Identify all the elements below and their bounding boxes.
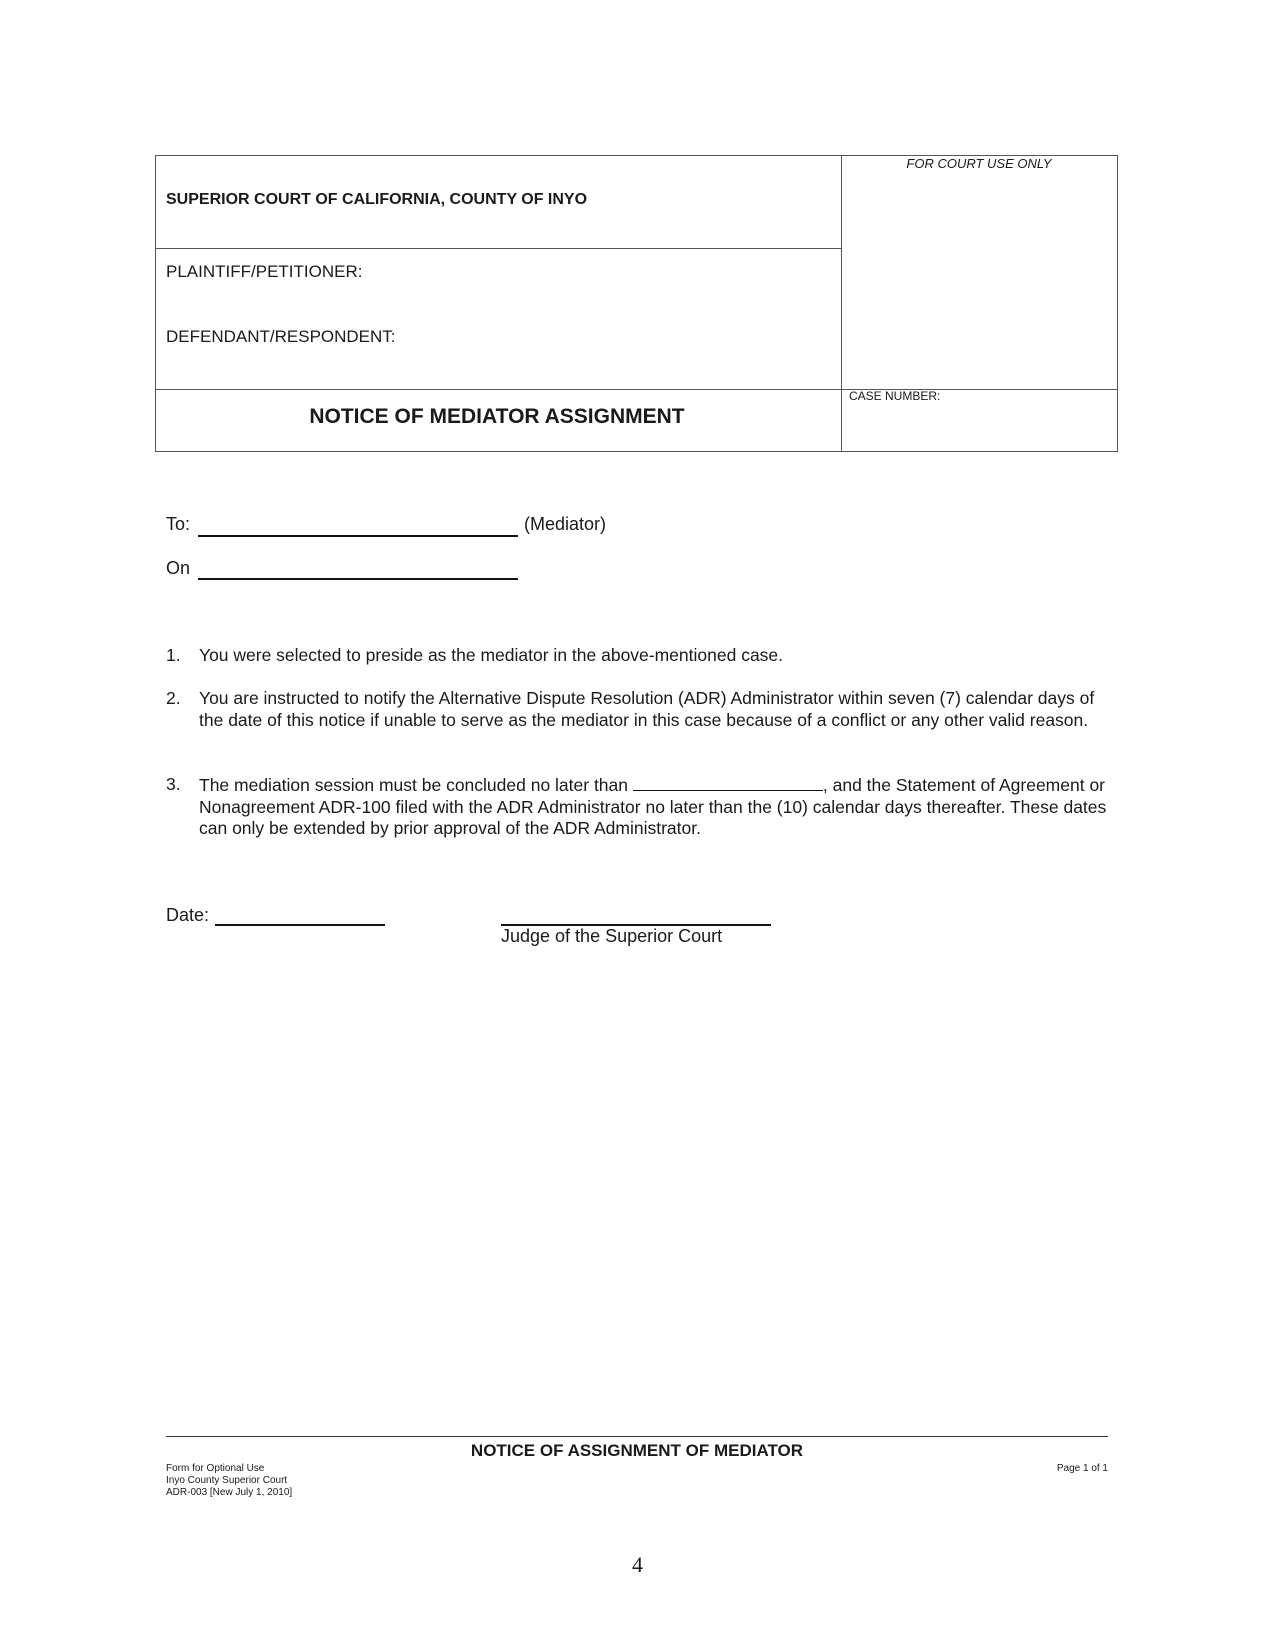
list-item-text xyxy=(199,774,1116,840)
signature-date-field[interactable] xyxy=(215,924,385,926)
court-name: SUPERIOR COURT OF CALIFORNIA, COUNTY OF INYO xyxy=(166,191,588,208)
footer-line-3: ADR-003 [New July 1, 2010] xyxy=(166,1487,293,1498)
footer-page-label: Page 1 of 1 xyxy=(1056,1463,1108,1474)
list-item-number: 2. xyxy=(166,688,181,708)
defendant-label: DEFENDANT/RESPONDENT: xyxy=(166,327,396,346)
mediator-label: (Mediator) xyxy=(524,514,607,534)
list-item xyxy=(166,688,1116,731)
on-date-field[interactable] xyxy=(198,578,518,580)
conclusion-date-field[interactable] xyxy=(633,774,823,791)
footer-title: NOTICE OF ASSIGNMENT OF MEDIATOR xyxy=(470,1441,804,1460)
caption-divider-court xyxy=(156,248,841,249)
footer-line-1: Form for Optional Use xyxy=(166,1463,265,1474)
list-item xyxy=(166,774,1116,840)
date-label: Date: xyxy=(166,905,210,925)
judge-label: Judge of the Superior Court xyxy=(501,926,723,946)
list-item xyxy=(166,645,1116,667)
footer-line-2: Inyo County Superior Court xyxy=(166,1475,288,1486)
plaintiff-label: PLAINTIFF/PETITIONER: xyxy=(166,262,363,281)
mediator-name-field[interactable] xyxy=(198,535,518,537)
caption-divider-title xyxy=(156,389,1117,390)
footer-rule xyxy=(166,1436,1108,1437)
list-item-text: You are instructed to notify the Alternative Dispute Resolution (ADR) Administrator within seven (7) calendar days of the date of this notice if unable to serve as the mediator in this case because of a conflict or any other valid reason. xyxy=(199,688,1095,730)
to-label: To: xyxy=(166,514,191,534)
on-label: On xyxy=(166,558,191,578)
caption-divider-vertical xyxy=(841,156,842,451)
form-title: NOTICE OF MEDIATOR ASSIGNMENT xyxy=(309,405,685,428)
footer-form-info xyxy=(166,1463,292,1499)
case-number-label: CASE NUMBER: xyxy=(849,389,941,403)
court-use-label: FOR COURT USE ONLY xyxy=(906,156,1052,171)
page-number: 4 xyxy=(632,1552,643,1577)
list-item-number: 3. xyxy=(166,774,181,794)
list-item-number: 1. xyxy=(166,645,181,665)
list-item-text-before: The mediation session must be concluded no later than xyxy=(199,775,629,795)
list-item-text: You were selected to preside as the mediator in the above-mentioned case. xyxy=(199,645,784,665)
list-item-text-after: , and the Statement of Agreement or Nonagreement ADR-100 filed with the ADR Administrator no later than the (10) calendar days thereafter. These dates can only be extended by prior approval of the ADR Administrator. xyxy=(199,775,1107,838)
